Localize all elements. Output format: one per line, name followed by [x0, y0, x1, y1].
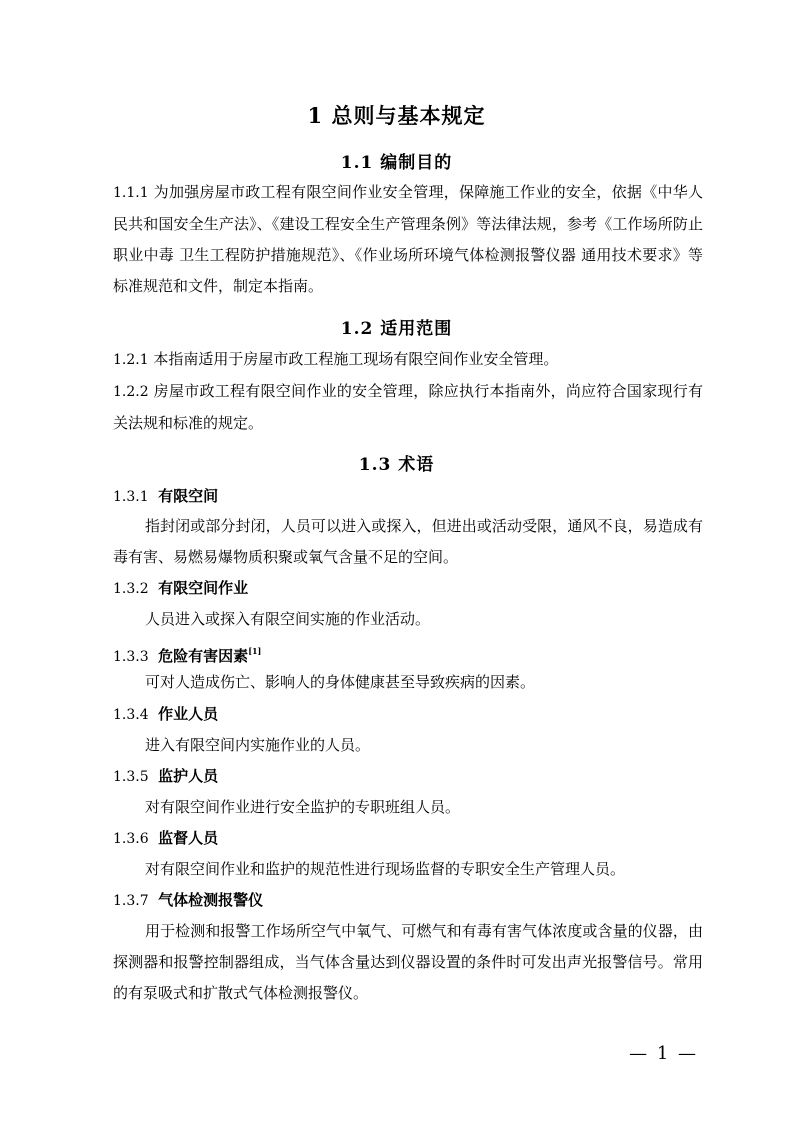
term-number: 1.3.5: [113, 769, 149, 785]
clause-number: 1.1.1: [113, 185, 149, 201]
term-name: 危险有害因素: [158, 647, 249, 665]
term-name: 监督人员: [158, 829, 219, 847]
paragraph-1-1-1: [113, 177, 703, 302]
term-name: 气体检测报警仪: [158, 891, 264, 909]
term-heading: [113, 762, 703, 791]
term-heading: [113, 700, 703, 729]
term-number: 1.3.4: [113, 707, 149, 723]
paragraph-1-2-2: [113, 376, 703, 439]
clause-number: 1.2.2: [113, 384, 149, 400]
term-heading: [113, 886, 703, 915]
term-definition: 进入有限空间内实施作业的人员。: [145, 736, 371, 754]
term-heading: [113, 482, 703, 511]
clause-text: 为加强房屋市政工程有限空间作业安全管理，保障施工作业的安全，依据《中华人民共和国安全生产法》、《建设工程安全生产管理条例》等法律法规，参考《工作场所防止职业中毒 卫生工程防护措施规范》、《作业场所环境气体检测报警仪器 通用技术要求》等标准规范和文件，制定本指南。: [113, 183, 703, 295]
term-heading: [113, 824, 703, 853]
term-definition: 对有限空间作业和监护的规范性进行现场监督的专职安全生产管理人员。: [145, 860, 626, 878]
page-number: — 1 —: [629, 1043, 698, 1064]
clause-number: 1.2.1: [113, 352, 149, 368]
section-title-1-2: 1.2 适用范围: [340, 319, 453, 339]
term-number: 1.3.2: [113, 581, 149, 597]
term-number: 1.3.7: [113, 893, 149, 909]
paragraph-1-2-1: [113, 344, 703, 376]
term-definition: 对有限空间作业进行安全监护的专职班组人员。: [145, 798, 461, 816]
term-number: 1.3.6: [113, 831, 149, 847]
term-number: 1.3.3: [113, 649, 149, 665]
term-name: 监护人员: [158, 767, 219, 785]
section-title-1-1: 1.1 编制目的: [340, 153, 453, 173]
term-name: 有限空间: [158, 487, 219, 505]
term-definition: 指封闭或部分封闭，人员可以进入或探入，但进出或活动受限，通风不良，易造成有毒有害、易燃易爆物质积聚或氧气含量不足的空间。: [113, 517, 703, 566]
section-title-1-3: 1.3 术语: [358, 455, 435, 475]
term-definition: 人员进入或探入有限空间实施的作业活动。: [145, 610, 431, 628]
footnote-reference: [1]: [248, 646, 262, 656]
term-name: 作业人员: [158, 705, 219, 723]
chapter-title: 1 总则与基本规定: [307, 103, 486, 128]
term-number: 1.3.1: [113, 489, 149, 505]
clause-text: 房屋市政工程有限空间作业的安全管理，除应执行本指南外，尚应符合国家现行有关法规和标准的规定。: [113, 382, 703, 432]
term-heading: [113, 637, 703, 671]
term-definition: 可对人造成伤亡、影响人的身体健康甚至导致疾病的因素。: [145, 673, 536, 691]
term-definition: 用于检测和报警工作场所空气中氧气、可燃气和有毒有害气体浓度或含量的仪器，由探测器和报警控制器组成，当气体含量达到仪器设置的条件时可发出声光报警信号。常用的有泵吸式和扩散式气体检测报警仪。: [113, 922, 703, 1002]
clause-text: 本指南适用于房屋市政工程施工现场有限空间作业安全管理。: [153, 350, 559, 368]
term-heading: [113, 574, 703, 603]
term-name: 有限空间作业: [158, 579, 249, 597]
